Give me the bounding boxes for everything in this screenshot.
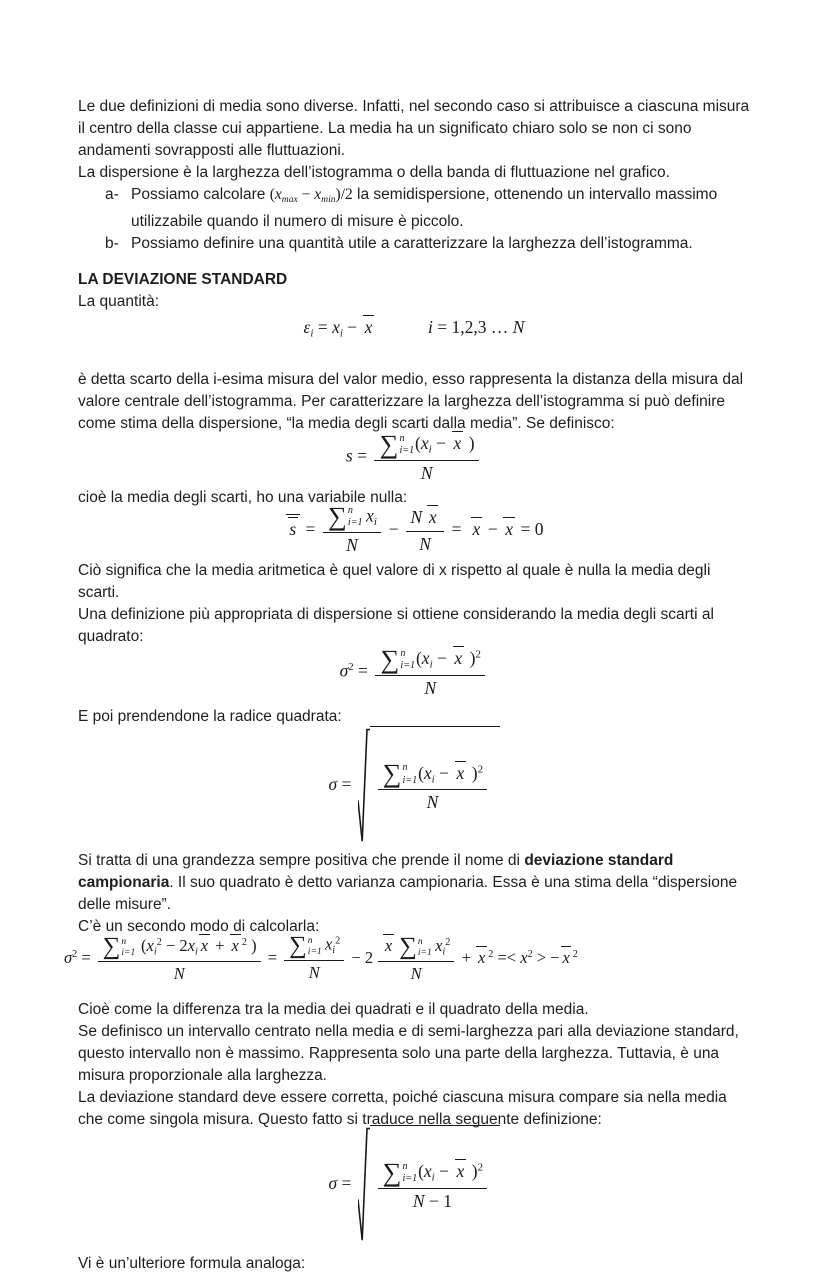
list-item-b-label: b- — [105, 235, 119, 253]
paragraph-definizione: Una definizione più appropriata di dispersione si ottiene considerando la media degli scarti al quadrato: — [78, 606, 714, 646]
paragraph-corretta: La deviazione standard deve essere corretta, poiché ciascuna misura compare sia nella media che come singola misura. Questo fatto si traduce nella seguente definizione: — [78, 1088, 727, 1128]
equation-deviazione-standard: σ = ∑ n i=1 ($x_i - x$ )$^2$ N — [78, 726, 750, 846]
equation-scarto: $\varepsilon_i = x_i - x$ i = 1,2,3 … N — [303, 317, 525, 340]
list-item-a — [105, 184, 750, 233]
list-item-b-text: Possiamo definire una quantità utile a caratterizzare la larghezza dell’istogramma. — [131, 235, 693, 253]
paragraph-intervallo: Se definisco un intervallo centrato nella media e di semi-larghezza pari alla deviazione standard, questo intervallo non è massimo. Rappresenta solo una parte della larghezza. Tuttavia, è una misura proporzionale alla larghezza. — [78, 1022, 739, 1084]
bold-deviazione-standard-campionaria: deviazione standard campionaria — [78, 851, 674, 891]
section-heading: LA DEVIAZIONE STANDARD — [78, 271, 288, 289]
equation-varianza: $\sigma^2$ = ∑ n i=1 ($x_i - x$ )$^2$ N — [78, 646, 750, 699]
inline-formula-semidispersione: $(x_{max} - x_{min})/2$ — [269, 186, 353, 206]
equation-media-scarti-nulla: s = ∑ n i=1 $x_i$ N − $\frac{\text{N x}}{N}$ = x − x = 0 — [78, 505, 750, 557]
list-item-a-text: Possiamo calcolare $(x_{max} - x_{min})/2$ la semidispersione, ottenendo un intervallo massimo utilizzabile quando il numero di misure è piccolo. — [131, 186, 718, 231]
paragraph-dispersione: La dispersione è la larghezza dell’istogramma o della banda di fluttuazione nel grafico. — [78, 164, 670, 181]
equation-deviazione-corretta: σ = ∑ n i=1 ($x_i - x$ )$^2$ N − 1 — [78, 1125, 750, 1245]
paragraph-intro: Le due definizioni di media sono diverse. Infatti, nel secondo caso si attribuisce a ciascuna misura il centro della classe cui appartiene. La media ha un significato chiaro solo se non ci sono andamenti sovrapposti alle fluttuazioni. — [78, 98, 750, 159]
paragraph-quantita: La quantità: — [78, 293, 160, 311]
radical-sign — [358, 726, 370, 846]
equation-media-scarti: s = ∑ n i=1 ($x_i - x$ ) N — [78, 431, 750, 484]
paragraph-si-tratta: Si tratta di una grandezza sempre positiva che prende il nome di deviazione standard campionaria. Il suo quadrato è detto varianza campionaria. Essa è una stima della “dispersione delle misure”. — [78, 851, 738, 913]
paragraph-secondo-modo: C’è un secondo modo di calcolarla: — [78, 917, 320, 935]
list-item-b — [105, 233, 750, 255]
definition-list — [105, 184, 750, 255]
paragraph-ulteriore: Vi è un’ulteriore formula analoga: — [78, 1254, 306, 1272]
paragraph-radice: E poi prendendone la radice quadrata: — [78, 707, 342, 725]
paragraph-cioe-media: cioè la media degli scarti, ho una variabile nulla: — [78, 488, 408, 506]
paragraph-cio-significa: Ciò significa che la media aritmetica è quel valore di x rispetto al quale è nulla la media degli scarti. — [78, 562, 711, 602]
list-item-a-label: a- — [105, 186, 119, 203]
paragraph-scarto: è detta scarto della i-esima misura del valor medio, esso rappresenta la distanza della misura dal valore centrale dell’istogramma. Per caratterizzare la larghezza dell’istogramma si può definire come stima della dispersione, “la media degli scarti dalla media”. Se definisco: — [78, 371, 744, 433]
equation-secondo-modo: $\sigma^2$ = ∑ n i=1 ($x_i^2 - 2x_i$ x + x $^2$ ) N = ∑ n i=1 $x_i^2$ N − 2 x ∑ n i=1 $x_i^2$ N + x $^2 =< x^2$ > − x $^2$ — [64, 932, 578, 983]
paragraph-cioe-come: Cioè come la differenza tra la media dei quadrati e il quadrato della media. — [78, 1000, 589, 1018]
radical-sign — [358, 1125, 370, 1245]
